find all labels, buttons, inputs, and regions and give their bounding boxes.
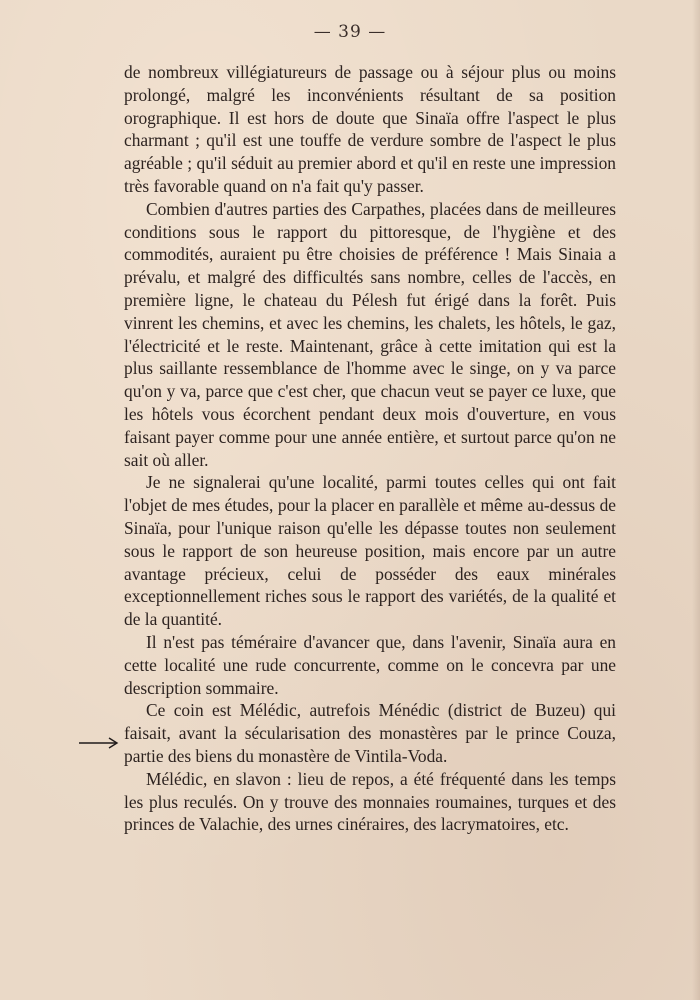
paragraph-2: Combien d'autres parties des Carpathes, placées dans de meilleures conditions sous le rapport du pittoresque, de l'hygiène et des commodités, auraient pu être choisies de préférence ! Mais Sinaia a prévalu, et malgré des difficultés sans nombre, celles de l'accès, en première ligne, le chateau du Pélesh fut érigé dans la forêt. Puis vinrent les chemins, et avec les chemins, les chalets, les hôtels, le gaz, l'électricité et le reste. Maintenant, grâce à cette imitation qui est la plus saillante ressemblance de l'homme avec le singe, on y va parce qu'on y va, parce que c'est cher, que chacun veut se payer ce luxe, que les hôtels vous écorchent pendant deux mois d'ouverture, en vous faisant payer comme pour une année entière, et surtout parce qu'on ne sait où aller. xyxy=(124,198,616,470)
body-text xyxy=(124,61,616,836)
page-edge-shadow xyxy=(692,0,700,1000)
page-number: — 39 — xyxy=(313,22,387,42)
paragraph-4: Il n'est pas téméraire d'avancer que, dans l'avenir, Sinaïa aura en cette localité une rude concurrente, comme on le concevra par une description sommaire. xyxy=(124,631,616,698)
paragraph-1: de nombreux villégiatureurs de passage ou à séjour plus ou moins prolongé, malgré les inconvénients résultant de sa position orographique. Il est hors de doute que Sinaïa offre l'aspect le plus charmant ; qu'il est une touffe de verdure sombre de l'aspect le plus agréable ; qu'il séduit au premier abord et qu'il en reste une impression très favorable quand on n'a fait qu'y passer. xyxy=(124,62,616,196)
right-arrow-icon xyxy=(78,733,120,753)
paragraph-5: Ce coin est Mélédic, autrefois Ménédic (district de Buzeu) qui faisait, avant la sécularisation des monastères par le prince Couza, partie des biens du monastère de Vintila-Voda. xyxy=(124,700,616,766)
paragraph-3: Je ne signalerai qu'une localité, parmi toutes celles qui ont fait l'objet de mes études, pour la placer en parallèle et même au-dessus de Sinaïa, pour l'unique raison qu'elle les dépasse toutes non seulement sous le rapport de son heureuse position, mais encore par un autre avantage précieux, celui de posséder des eaux minérales exceptionnellement riches sous le rapport des variétés, de la qualité et de la quantité. xyxy=(124,472,616,630)
paragraph-6: Mélédic, en slavon : lieu de repos, a été fréquenté dans les temps les plus reculés. On y trouve des monnaies roumaines, turques et des princes de Valachie, des urnes cinéraires, des lacrymatoires, etc. xyxy=(124,768,616,835)
